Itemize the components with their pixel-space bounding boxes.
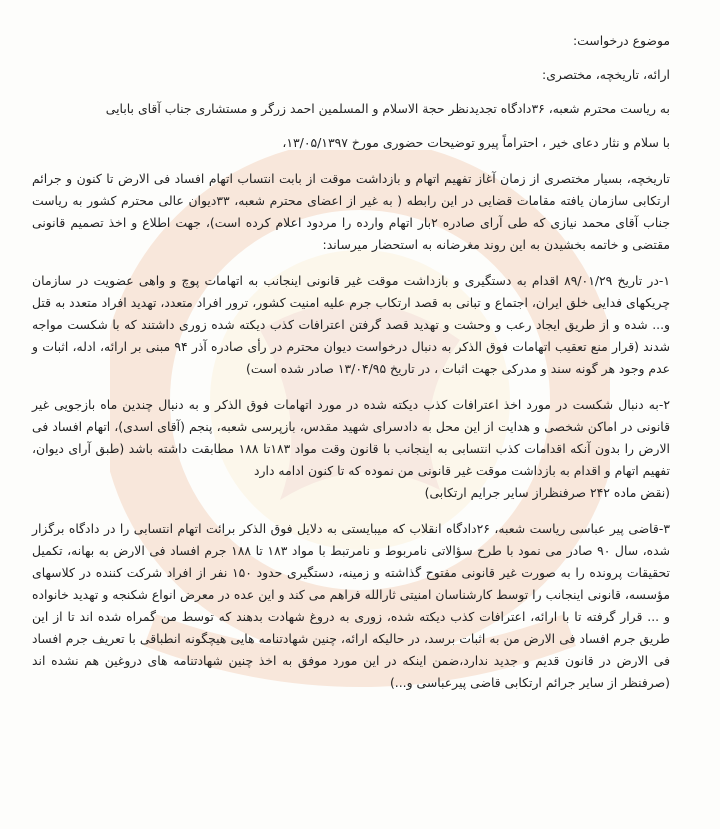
item-3-paragraph: ۳-قاضی پیر عباسی ریاست شعبه، ۲۶دادگاه انقلاب که میبایستی به دلایل فوق الذکر برائت اتهام انتسابی را در دادگاه برگزار شده، سال ۹۰ صادر می نمود با طرح سؤالاتی نامربوط و نامرتبط با مواد ۱۸۳ تا ۱۸۸ جرم افساد فی الارض به بهانه، تکمیل تحقیقات پرونده را به صورت غیر قانونی مفتوح گذاشته و زمینه، دستگیری حدود ۱۵۰ نفر از افراد شرکت کننده در کلاسهای مؤسسه، قانونی اینجانب را توسط کارشناسان امنیتی ثارالله فراهم می کند و این عده در معرض انواع شکنجه و تهدید خانواده و ... قرار گرفته تا با ارائه، اعترافات کذب دیکته شده، زوری به دروغ شهادت بدهند که توسط من گمراه شده اند تا از این طریق جرم افساد فی الارض من به اثبات برسد، در حالیکه ارائه، چنین شهادتنامه هایی هیچگونه انطباقی با تعریف جرم افساد فی الارض در قانون قدیم و جدید ندارد،ضمن اینکه در این مورد موفق به اخذ چنین شهادتنامه های دروغین هم نشده اند (صرفنظر از سایر جرائم ارتکابی قاضی پیرعباسی و...) xyxy=(32,521,671,690)
letter-body xyxy=(32,30,670,694)
history-heading: ارائه، تاریخچه، مختصری: xyxy=(542,67,670,82)
item-2-note: (نقض ماده ۲۴۲ صرفنظراز سایر جرایم ارتکابی) xyxy=(424,485,670,500)
item-2-paragraph: ۲-به دنبال شکست در مورد اخذ اعترافات کذب دیکته شده در مورد اتهامات فوق الذکر و به دنبال چندین ماه بازجویی غیر قانونی در اماکن شخصی و هدایت از این محل به دادسرای شهید مقدس، بازپرسی شعبه، پنجم (آقای اسدی)، اتهام افساد فی الارض را بدون آنکه اقدامات کذب انتسابی به اینجانب با قانون وقت مواد ۱۸۳تا ۱۸۸ مطابقت داشته باشد (طبق آرای دیوان، تفهیم اتهام و اقدام به بازداشت موقت غیر قانونی من نموده که تا کنون ادامه دارد xyxy=(32,397,670,478)
addressee-line: به ریاست محترم شعبه، ۳۶دادگاه تجدیدنظر حجة الاسلام و المسلمین احمد زرگر و مستشاری جناب آقای بابایی xyxy=(105,101,670,116)
greeting-line: با سلام و نثار دعای خیر ، احتراماً پیرو توضیحات حضوری مورخ ۱۳/۰۵/۱۳۹۷، xyxy=(282,135,670,150)
intro-paragraph: تاریخچه، بسیار مختصری از زمان آغاز تفهیم اتهام و بازداشت موقت از بابت انتساب اتهام افساد فی الارض تا کنون و جرائم ارتکابی سازمان یافته مقامات قضایی در این رابطه ( به غیر از اعضای محترم شعبه، ۳۳دیوان عالی محترم کشور به ریاست جناب آقای محمد نیازی که طی آرای صادره ۲بار اتهام وارده را مردود اعلام کرده است)، جهت اطلاع و اخذ تصمیم قانونی مقتضی و خاتمه بخشیدن به این روند مغرضانه به استحضار میرساند: xyxy=(32,171,670,252)
item-1-paragraph: ۱-در تاریخ ۸۹/۰۱/۲۹ اقدام به دستگیری و بازداشت موقت غیر قانونی اینجانب به اتهامات پوچ و واهی عضویت در سازمان چریکهای فدایی خلق ایران، اجتماع و تبانی به قصد ارتکاب جرم علیه امنیت کشور، ترور افراد متعدد، تهدید افراد متعدد به قتل و... شده و از طریق ایجاد رعب و وحشت و تهدید قصد گرفتن اعترافات کذب دیکته شده زوری داشتند که با شکست مواجه شدند (قرار منع تعقیب اتهامات فوق الذکر به دنبال درخواست دیوان محترم در رأی صادره آذر ۹۴ مبنی بر ارائه، ادله، اثبات و عدم وجود هر گونه سند و مدرکی جهت اثبات ، در تاریخ ۱۳/۰۴/۹۵ صادر شده است) xyxy=(32,273,671,376)
subject-heading: موضوع درخواست: xyxy=(572,33,670,48)
